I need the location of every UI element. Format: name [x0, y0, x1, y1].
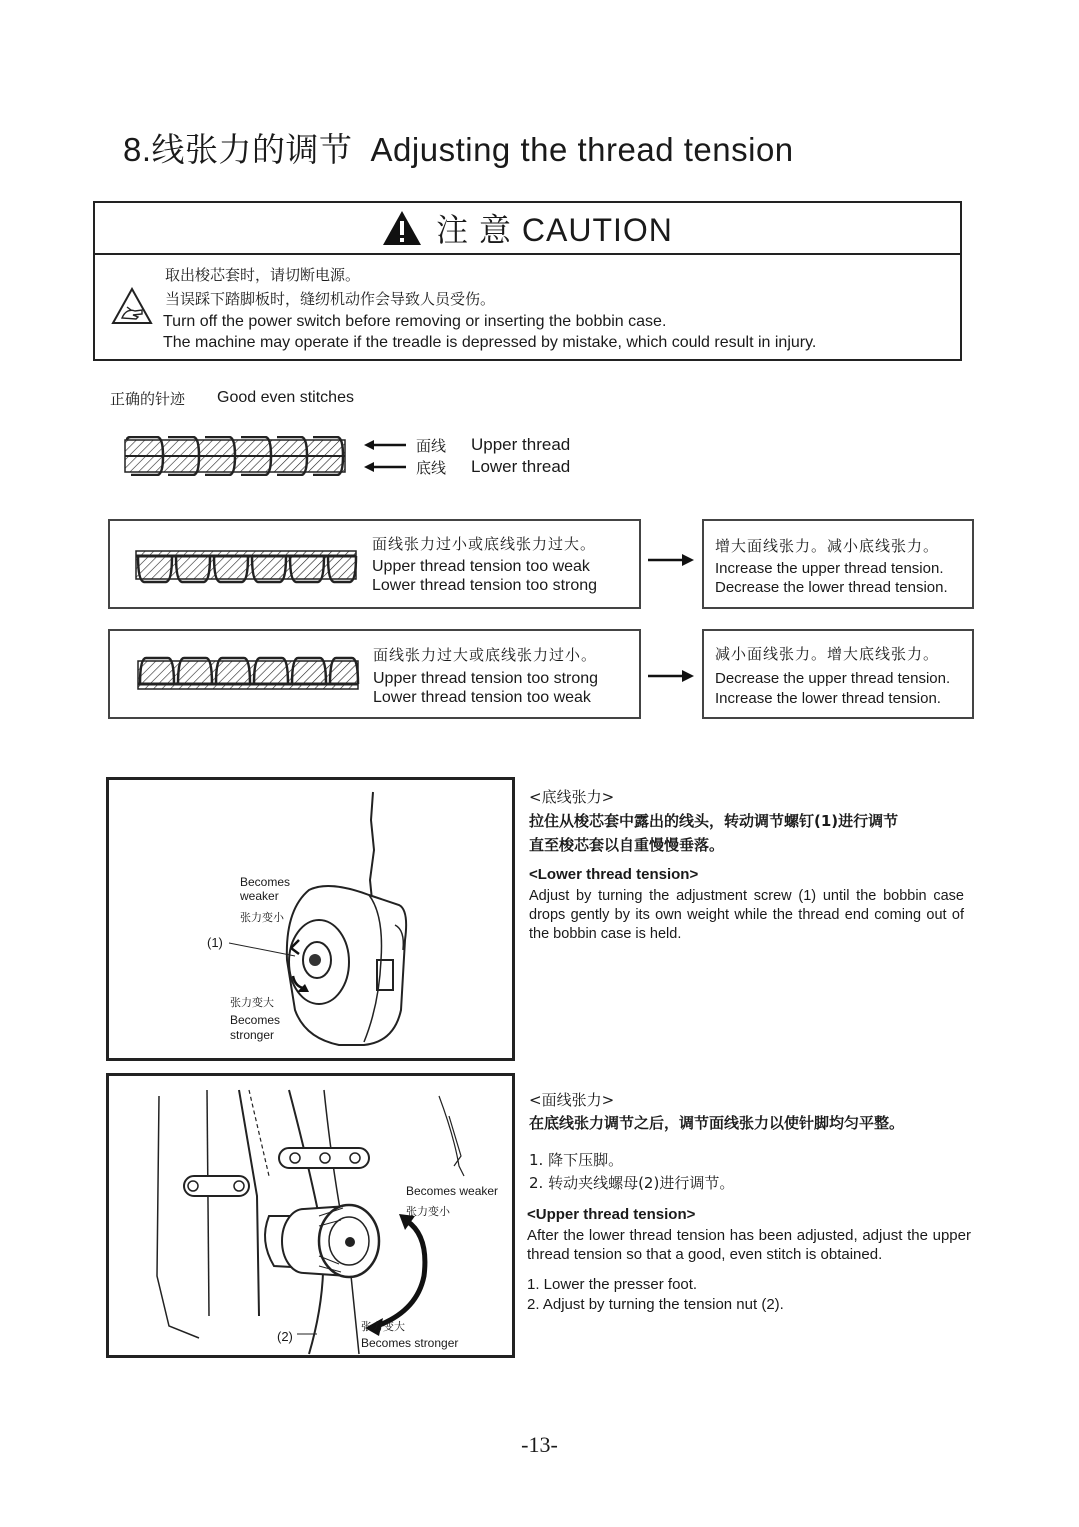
case-1-arrow [648, 552, 694, 568]
bobbin-weaker-zh: 张力变小 [240, 911, 284, 924]
case-2-fix-box [702, 629, 974, 719]
case-1-fix-en-1: Increase the upper thread tension. [715, 560, 944, 577]
caution-line-zh-2: 当误踩下踏脚板时，缝纫机动作会导致人员受伤。 [165, 290, 496, 308]
case-2-fix-en-2: Increase the lower thread tension. [715, 690, 941, 707]
bobbin-screw-label: (1) [207, 935, 223, 950]
good-stitch-diagram [123, 436, 349, 476]
caution-heading-en: CAUTION [521, 212, 673, 248]
bobbin-weaker-en-1: Becomes [240, 875, 291, 889]
upper-tension-step-en-2: 2. Adjust by turning the tension nut (2). [527, 1296, 784, 1313]
case-1-problem-en-2: Lower thread tension too strong [372, 577, 598, 594]
upper-thread-en: Upper thread [471, 435, 571, 454]
lower-tension-body-zh-1: 拉住从梭芯套中露出的线头，转动调节螺钉(1)进行调节 [529, 812, 899, 830]
upper-tension-body-zh: 在底线张力调节之后，调节面线张力以使针脚均匀平整。 [529, 1114, 905, 1132]
caution-line-zh-1: 取出梭芯套时，请切断电源。 [165, 266, 361, 284]
case-2-problem-en-1: Upper thread tension too strong [373, 670, 599, 687]
case-2-problem-en-2: Lower thread tension too weak [373, 689, 591, 706]
tension-nut-figure [106, 1073, 515, 1358]
tension-nut-illustration [109, 1076, 512, 1355]
lower-tension-body-zh-2: 直至梭芯套以自重慢慢垂落。 [529, 836, 725, 854]
nut-label: (2) [277, 1329, 293, 1344]
warning-triangle-icon [382, 210, 422, 246]
caution-heading-zh: 注 意 [436, 212, 512, 248]
upper-tension-heading-en: <Upper thread tension> [527, 1206, 696, 1223]
section-title-zh: 线张力的调节 [151, 130, 353, 169]
nut-weaker-zh: 张力变小 [406, 1205, 450, 1218]
bobbin-weaker-en-2: weaker [240, 889, 279, 903]
page-number: -13- [521, 1432, 558, 1457]
case-2-arrow [648, 668, 694, 684]
nut-stronger-zh: 张力变大 [361, 1320, 405, 1333]
upper-tension-body-en: After the lower thread tension has been adjusted, adjust the upper thread tension so that a good, even stitch is obtained. [527, 1227, 971, 1263]
section-title-en: Adjusting the thread tension [370, 131, 794, 168]
nut-weaker-en: Becomes weaker [406, 1184, 499, 1198]
case-1-problem-en-1: Upper thread tension too weak [372, 558, 590, 575]
hand-hazard-icon [111, 287, 153, 325]
caution-box [93, 201, 962, 361]
upper-tension-step-zh-2: 2. 转动夹线螺母(2)进行调节。 [529, 1174, 735, 1192]
caution-header [95, 203, 960, 255]
bobbin-case-illustration [109, 780, 512, 1058]
lower-tension-heading-en: <Lower thread tension> [529, 866, 699, 883]
case-1-problem-zh: 面线张力过小或底线张力过大。 [372, 535, 597, 553]
case-1-stitch-diagram [134, 545, 360, 585]
lower-tension-heading-zh: <底线张力> [529, 788, 615, 806]
section-number: 8. [123, 131, 152, 168]
case-1-fix-box [702, 519, 974, 609]
lower-thread-zh: 底线 [416, 459, 447, 477]
upper-tension-step-en-1: 1. Lower the presser foot. [527, 1276, 698, 1293]
bobbin-stronger-en-1: Becomes [230, 1013, 281, 1027]
bobbin-case-figure [106, 777, 515, 1061]
upper-thread-zh: 面线 [416, 437, 447, 455]
upper-tension-step-zh-1: 1. 降下压脚。 [529, 1151, 624, 1169]
case-1-problem-box [108, 519, 641, 609]
nut-stronger-en: Becomes stronger [361, 1336, 459, 1350]
good-stitches-label-en: Good even stitches [217, 389, 354, 406]
caution-line-en-1: Turn off the power switch before removing or inserting the bobbin case. [163, 313, 667, 330]
case-2-fix-zh: 减小面线张力。增大底线张力。 [715, 645, 940, 663]
case-2-problem-box [108, 629, 641, 719]
good-stitches-label-zh: 正确的针迹 [110, 390, 186, 408]
lower-thread-en: Lower thread [471, 457, 571, 476]
lower-tension-body-en: Adjust by turning the adjustment screw (1) until the bobbin case drops gently by its own weight while the thread end coming out of the bobbin case is held. [529, 888, 964, 942]
thread-pointer-arrows [364, 437, 408, 475]
case-2-problem-zh: 面线张力过大或底线张力过小。 [373, 646, 598, 664]
section-title [123, 124, 794, 171]
case-2-fix-en-1: Decrease the upper thread tension. [715, 670, 951, 687]
case-1-fix-en-2: Decrease the lower thread tension. [715, 579, 948, 596]
case-1-fix-zh: 增大面线张力。减小底线张力。 [715, 537, 940, 555]
upper-tension-heading-zh: <面线张力> [529, 1091, 615, 1109]
caution-line-en-2: The machine may operate if the treadle is depressed by mistake, which could result in injury. [163, 334, 817, 351]
bobbin-stronger-en-2: stronger [230, 1028, 275, 1042]
bobbin-stronger-zh: 张力变大 [230, 996, 274, 1009]
case-2-stitch-diagram [136, 655, 362, 695]
